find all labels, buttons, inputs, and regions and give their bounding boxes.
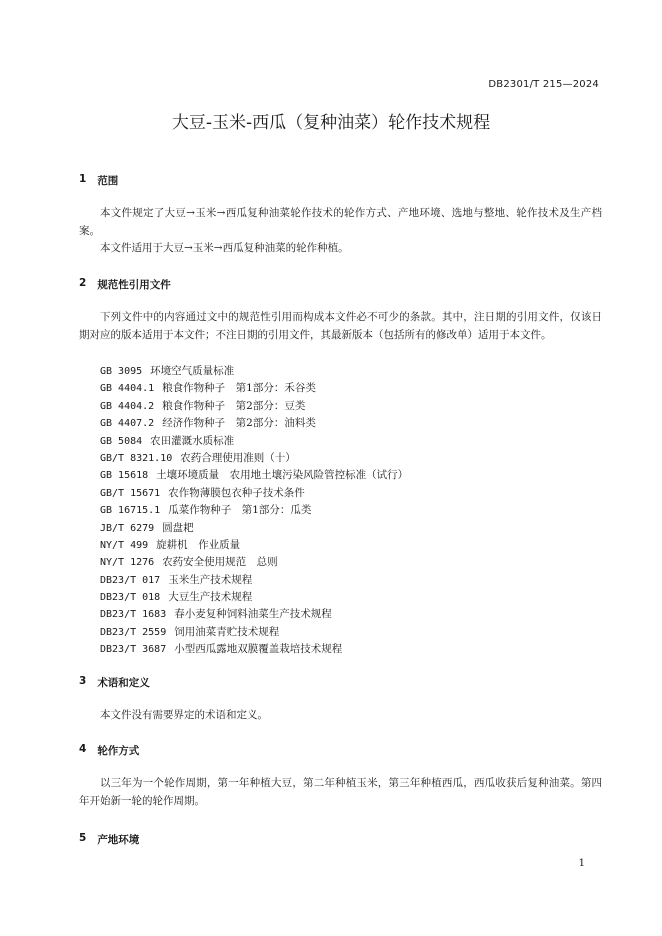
reference-item (100, 589, 408, 606)
reference-item (100, 624, 408, 641)
reference-code: NY/T 1276 (100, 557, 155, 569)
section-3-heading (79, 675, 150, 690)
reference-name: 大豆生产技术规程 (168, 591, 253, 604)
reference-code: JB/T 6279 (100, 522, 155, 534)
reference-item (100, 380, 408, 397)
reference-item (100, 572, 408, 589)
reference-code: NY/T 499 (100, 539, 149, 551)
normative-references-list (100, 363, 408, 659)
reference-name: 土壤环境质量 农用地土壤污染风险管控标准（试行） (156, 469, 409, 482)
reference-code: GB 4404.2 (100, 400, 155, 412)
reference-item (100, 450, 408, 467)
reference-code: GB 4407.2 (100, 418, 155, 430)
reference-name: 瓜菜作物种子 第1部分：瓜类 (168, 504, 312, 517)
reference-code: DB23/T 018 (100, 592, 161, 604)
section-2-heading (79, 277, 171, 292)
document-title: 大豆-玉米-西瓜（复种油菜）轮作技术规程 (171, 113, 491, 133)
reference-name: 农作物薄膜包衣种子技术条件 (168, 486, 305, 499)
reference-item (100, 415, 408, 432)
reference-code: GB/T 8321.10 (100, 452, 173, 464)
reference-item (100, 537, 408, 554)
reference-name: 粮食作物种子 第1部分：禾谷类 (162, 382, 316, 395)
section-number: 2 (79, 277, 87, 289)
reference-item (100, 520, 408, 537)
reference-name: 玉米生产技术规程 (168, 573, 253, 586)
reference-item (100, 485, 408, 502)
reference-code: GB 5084 (100, 435, 143, 447)
reference-item (100, 433, 408, 450)
section-number: 4 (79, 743, 87, 755)
section-number: 1 (79, 173, 87, 185)
section-number: 5 (79, 832, 87, 844)
reference-code: DB23/T 017 (100, 574, 161, 586)
section-title: 范围 (97, 175, 119, 187)
reference-name: 粮食作物种子 第2部分：豆类 (162, 399, 306, 412)
reference-name: 环境空气质量标准 (150, 365, 235, 377)
reference-item (100, 502, 408, 519)
reference-item (100, 398, 408, 415)
section-title: 术语和定义 (97, 677, 150, 689)
document-code: DB2301/T 215—2024 (488, 79, 599, 90)
reference-name: 饲用油菜青贮技术规程 (174, 625, 280, 638)
reference-code: GB 3095 (100, 366, 143, 377)
scope-paragraph-2: 本文件适用于大豆→玉米→西瓜复种油菜的轮作种植。 (100, 242, 349, 254)
reference-code: DB23/T 1683 (100, 609, 167, 621)
reference-item (100, 467, 408, 484)
reference-name: 小型西瓜露地双膜覆盖栽培技术规程 (174, 643, 343, 656)
scope-paragraph-1: 本文件规定了大豆→玉米→西瓜复种油菜轮作技术的轮作方式、产地环境、选地与整地、轮作技术及生产档案。 (79, 207, 602, 237)
section-1-heading (79, 173, 118, 188)
page-number: 1 (578, 858, 585, 869)
reference-code: DB23/T 2559 (100, 626, 167, 638)
reference-item (100, 641, 408, 658)
reference-name: 经济作物种子 第2部分：油料类 (162, 417, 316, 430)
section-title: 轮作方式 (97, 745, 140, 757)
section-4-heading (79, 743, 139, 758)
reference-name: 农药合理使用准则（十） (180, 451, 296, 464)
reference-name: 农药安全使用规范 总则 (162, 556, 278, 569)
section-title: 产地环境 (97, 834, 140, 846)
section-number: 3 (79, 675, 87, 687)
reference-name: 圆盘耙 (162, 521, 194, 534)
section-5-heading (79, 832, 139, 847)
reference-name: 农田灌溉水质标准 (150, 434, 235, 447)
reference-code: GB 16715.1 (100, 505, 161, 517)
reference-code: GB 15618 (100, 470, 149, 482)
reference-code: GB 4404.1 (100, 383, 155, 395)
terms-paragraph: 本文件没有需要界定的术语和定义。 (100, 709, 268, 721)
reference-code: GB/T 15671 (100, 487, 161, 499)
references-intro-paragraph: 下列文件中的内容通过文中的规范性引用而构成本文件必不可少的条款。其中，注日期的引用文件，仅该日期对应的版本适用于本文件；不注日期的引用文件，其最新版本（包括所有的修改单）适用于本文件。 (79, 311, 602, 341)
reference-item (100, 554, 408, 571)
section-title: 规范性引用文件 (97, 279, 171, 291)
reference-item (100, 606, 408, 623)
rotation-paragraph: 以三年为一个轮作周期，第一年种植大豆，第二年种植玉米，第三年种植西瓜，西瓜收获后复种油菜。第四年开始新一轮的轮作周期。 (79, 777, 602, 807)
reference-name: 春小麦复种饲料油菜生产技术规程 (174, 608, 332, 621)
reference-name: 旋耕机 作业质量 (156, 538, 241, 551)
reference-code: DB23/T 3687 (100, 644, 167, 656)
reference-item (100, 363, 408, 380)
